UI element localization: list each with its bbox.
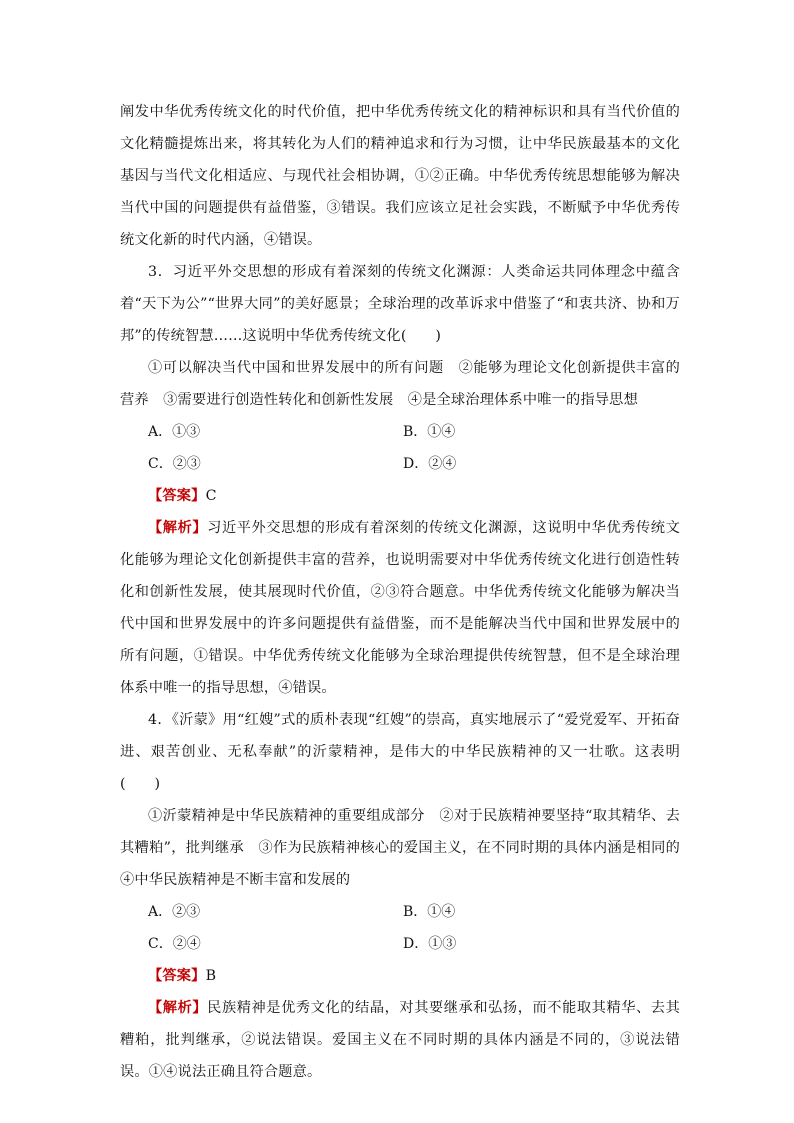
option-d: D．①③ — [403, 936, 457, 952]
analysis-label: 【解析】 — [148, 520, 208, 536]
question-3-answer — [120, 480, 680, 512]
option-d: D．②④ — [403, 456, 457, 472]
question-3 — [120, 256, 680, 704]
question-3-options — [120, 416, 680, 480]
analysis-text: 民族精神是优秀文化的结晶，对其要继承和弘扬，而不能取其精华、去其糟粕，批判继承，②说法错误。爱国主义在不同时期的具体内涵是不同的，③说法错误。①④说法正确且符合题意。 — [120, 1000, 680, 1080]
option-c: C．②④ — [148, 936, 201, 952]
option-c: C．②③ — [148, 456, 201, 472]
question-4-analysis — [120, 992, 680, 1088]
question-3-stem: 3．习近平外交思想的形成有着深刻的传统文化渊源：人类命运共同体理念中蕴含着“天下为公”“世界大同”的美好愿景；全球治理的改革诉求中借鉴了“和衷共济、协和万邦”的传统智慧……这说明中华优秀传统文化( ) — [120, 264, 680, 344]
question-4-options — [120, 896, 680, 960]
question-4-answer — [120, 960, 680, 992]
question-4 — [120, 704, 695, 1088]
answer-value: C — [205, 488, 217, 504]
analysis-label: 【解析】 — [148, 1000, 208, 1016]
document-page — [120, 96, 695, 1088]
question-3-statements: ①可以解决当代中国和世界发展中的所有问题 ②能够为理论文化创新提供丰富的营养 ③需要进行创造性转化和创新性发展 ④是全球治理体系中唯一的指导思想 — [120, 360, 680, 408]
option-a: A．②③ — [148, 904, 201, 920]
option-a: A．①③ — [148, 424, 201, 440]
answer-label: 【答案】 — [148, 968, 206, 984]
option-b: B．①④ — [403, 424, 456, 440]
previous-explanation: 阐发中华优秀传统文化的时代价值，把中华优秀传统文化的精神标识和具有当代价值的文化精髓提炼出来，将其转化为人们的精神追求和行为习惯，让中华民族最基本的文化基因与当代文化相适应、与现代社会相协调，①②正确。中华优秀传统思想能够为解决当代中国的问题提供有益借鉴，③错误。我们应该立足社会实践，不断赋予中华优秀传统文化新的时代内涵，④错误。 — [120, 104, 680, 248]
analysis-text: 习近平外交思想的形成有着深刻的传统文化渊源，这说明中华优秀传统文化能够为理论文化创新提供丰富的营养，也说明需要对中华优秀传统文化进行创造性转化和创新性发展，使其展现时代价值，②③符合题意。中华优秀传统文化能够为解决当代中国和世界发展中的许多问题提供有益借鉴，而不是能解决当代中国和世界发展中的所有问题，①错误。中华优秀传统文化能够为全球治理提供传统智慧，但不是全球治理体系中唯一的指导思想，④错误。 — [120, 520, 680, 696]
question-4-statements: ①沂蒙精神是中华民族精神的重要组成部分 ②对于民族精神要坚持“取其精华、去其糟粕”，批判继承 ③作为民族精神核心的爱国主义，在不同时期的具体内涵是相同的 ④中华民族精神是不断丰富和发展的 — [120, 808, 695, 888]
answer-label: 【答案】 — [148, 488, 206, 504]
question-4-stem: 4．《沂蒙》用“红嫂”式的质朴表现“红嫂”的崇高，真实地展示了“爱党爱军、开拓奋进、艰苦创业、无私奉献”的沂蒙精神，是伟大的中华民族精神的又一壮歌。这表明( ) — [120, 712, 680, 792]
answer-value: B — [205, 968, 217, 984]
option-b: B．①④ — [403, 904, 456, 920]
question-3-analysis — [120, 512, 680, 704]
